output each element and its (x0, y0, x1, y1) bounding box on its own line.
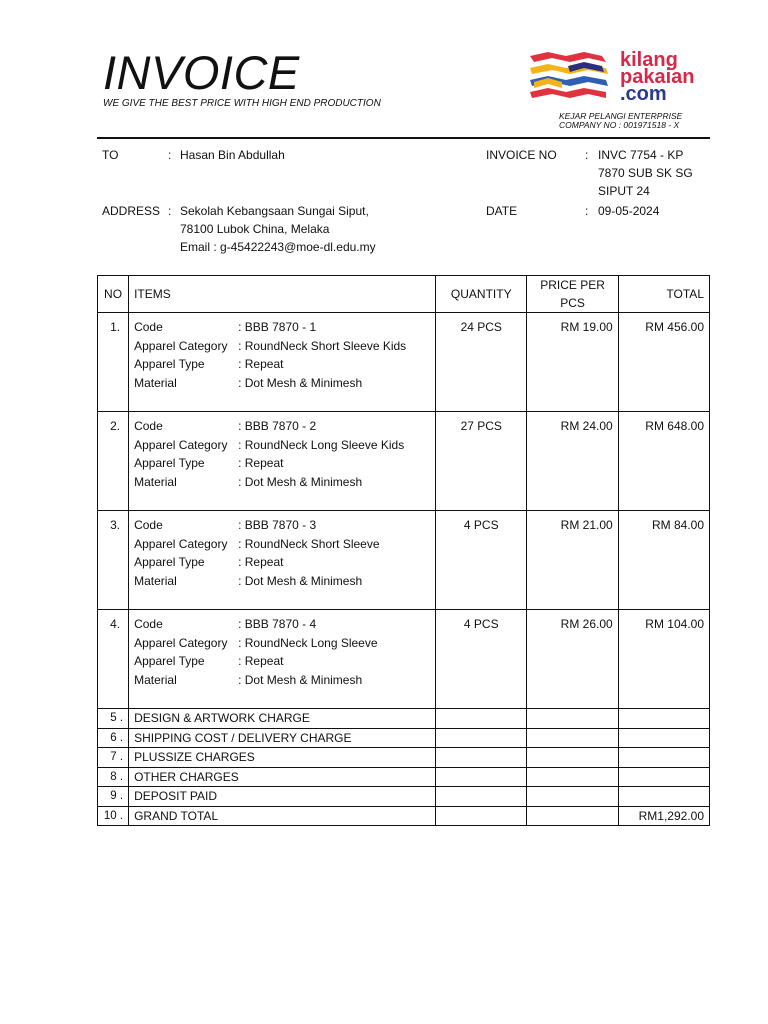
header-no: NO (98, 276, 129, 313)
charge-label: GRAND TOTAL (129, 806, 436, 826)
row-total: RM 84.00 (618, 511, 709, 610)
header-total: TOTAL (618, 276, 709, 313)
detail-material-value: : Dot Mesh & Minimesh (238, 474, 363, 489)
detail-material-value: : Dot Mesh & Minimesh (238, 375, 363, 390)
row-number: 7 . (98, 748, 129, 768)
charge-price (527, 748, 618, 768)
detail-code (134, 417, 430, 436)
detail-category (134, 436, 430, 455)
charge-total (618, 728, 709, 748)
detail-type-value: : Repeat (238, 654, 284, 669)
invoice-no-label: INVOICE NO (486, 148, 557, 162)
charge-quantity (436, 767, 527, 787)
detail-material-label: Material (134, 474, 177, 489)
detail-code-label: Code (134, 518, 163, 532)
invoice-number-line: SIPUT 24 (598, 184, 650, 198)
invoice-number-line: 7870 SUB SK SG (598, 166, 693, 180)
detail-category (134, 337, 430, 356)
company-name: KEJAR PELANGI ENTERPRISE (559, 111, 683, 121)
table-row (98, 511, 710, 610)
logo-word-pakaian: pakaian (620, 66, 695, 88)
detail-category-label: Apparel Category (134, 635, 228, 650)
charge-quantity (436, 748, 527, 768)
row-quantity: 24 PCS (436, 313, 527, 412)
detail-code (134, 516, 430, 535)
row-number: 10 . (98, 806, 129, 826)
row-number: 9 . (98, 787, 129, 807)
row-price: RM 21.00 (527, 511, 618, 610)
to-label: TO (102, 148, 119, 162)
row-number: 3. (98, 511, 129, 610)
charge-quantity (436, 728, 527, 748)
logo-word-com: .com (620, 83, 667, 105)
detail-type (134, 454, 430, 473)
header-divider (97, 137, 710, 139)
invoice-date: 09-05-2024 (598, 204, 660, 218)
detail-category-value: : RoundNeck Short Sleeve Kids (238, 338, 407, 353)
row-number: 8 . (98, 767, 129, 787)
charge-price (527, 728, 618, 748)
detail-type (134, 553, 430, 572)
detail-category-value: : RoundNeck Long Sleeve (238, 635, 378, 650)
detail-material-label: Material (134, 573, 177, 588)
row-price: RM 26.00 (527, 610, 618, 709)
charge-total: RM1,292.00 (618, 806, 709, 826)
detail-category (134, 634, 430, 653)
address-label: ADDRESS (102, 204, 161, 218)
table-row (98, 610, 710, 709)
row-quantity: 27 PCS (436, 412, 527, 511)
charge-row (98, 748, 710, 768)
detail-category-label: Apparel Category (134, 338, 228, 353)
detail-type-value: : Repeat (238, 555, 284, 570)
charge-total (618, 767, 709, 787)
detail-type-value: : Repeat (238, 357, 284, 372)
charge-total (618, 787, 709, 807)
detail-code-value: : BBB 7870 - 1 (238, 320, 317, 334)
header-price: PRICE PER PCS (527, 276, 618, 313)
item-details (129, 412, 436, 511)
charge-label: DESIGN & ARTWORK CHARGE (129, 709, 436, 729)
charge-label: OTHER CHARGES (129, 767, 436, 787)
charge-price (527, 709, 618, 729)
logo-word-kilang: kilang (620, 49, 678, 71)
charge-total (618, 709, 709, 729)
row-total: RM 104.00 (618, 610, 709, 709)
detail-type (134, 652, 430, 671)
detail-code (134, 318, 430, 337)
charge-quantity (436, 787, 527, 807)
company-logo (528, 49, 708, 108)
row-quantity: 4 PCS (436, 610, 527, 709)
charge-price (527, 787, 618, 807)
company-number: COMPANY NO : 001971518 - X (559, 120, 680, 130)
date-colon: : (585, 204, 589, 218)
detail-material (134, 572, 430, 591)
row-price: RM 19.00 (527, 313, 618, 412)
detail-code (134, 615, 430, 634)
charge-row (98, 709, 710, 729)
row-number: 1. (98, 313, 129, 412)
detail-code-value: : BBB 7870 - 3 (238, 518, 317, 532)
invoice-title: INVOICE (103, 46, 300, 99)
detail-code-value: : BBB 7870 - 4 (238, 617, 317, 631)
detail-type-label: Apparel Type (134, 654, 205, 669)
detail-material (134, 473, 430, 492)
header-items: ITEMS (129, 276, 436, 313)
table-row (98, 412, 710, 511)
header-quantity: QUANTITY (436, 276, 527, 313)
detail-code-label: Code (134, 419, 163, 433)
table-header-row (98, 276, 710, 313)
row-price: RM 24.00 (527, 412, 618, 511)
charge-quantity (436, 806, 527, 826)
charge-row (98, 728, 710, 748)
charge-row (98, 806, 710, 826)
detail-material-value: : Dot Mesh & Minimesh (238, 672, 363, 687)
detail-material-label: Material (134, 375, 177, 390)
detail-category-value: : RoundNeck Short Sleeve (238, 536, 380, 551)
address-line: 78100 Lubok China, Melaka (180, 222, 330, 236)
company-info (559, 112, 682, 130)
invoice-number (598, 146, 693, 200)
tagline: WE GIVE THE BEST PRICE WITH HIGH END PRODUCTION (103, 98, 381, 109)
detail-type-value: : Repeat (238, 456, 284, 471)
address-block (180, 202, 376, 256)
address-line: Sekolah Kebangsaan Sungai Siput, (180, 204, 369, 218)
charge-label: DEPOSIT PAID (129, 787, 436, 807)
charge-total (618, 748, 709, 768)
detail-material (134, 374, 430, 393)
detail-type-label: Apparel Type (134, 456, 205, 471)
charge-label: SHIPPING COST / DELIVERY CHARGE (129, 728, 436, 748)
invoice-number-line: INVC 7754 - KP (598, 148, 684, 162)
detail-category (134, 535, 430, 554)
detail-category-label: Apparel Category (134, 437, 228, 452)
table-row (98, 313, 710, 412)
items-table (97, 275, 710, 826)
row-number: 6 . (98, 728, 129, 748)
detail-material-label: Material (134, 672, 177, 687)
charge-row (98, 787, 710, 807)
item-details (129, 313, 436, 412)
date-label: DATE (486, 204, 518, 218)
row-total: RM 648.00 (618, 412, 709, 511)
row-number: 2. (98, 412, 129, 511)
row-total: RM 456.00 (618, 313, 709, 412)
charge-label: PLUSSIZE CHARGES (129, 748, 436, 768)
address-colon: : (168, 204, 172, 218)
customer-name: Hasan Bin Abdullah (180, 148, 285, 162)
invoice-no-colon: : (585, 148, 589, 162)
striped-flag-logo-icon (528, 52, 612, 108)
row-number: 4. (98, 610, 129, 709)
to-colon: : (168, 148, 172, 162)
item-details (129, 610, 436, 709)
charge-row (98, 767, 710, 787)
charge-price (527, 806, 618, 826)
detail-material-value: : Dot Mesh & Minimesh (238, 573, 363, 588)
charge-price (527, 767, 618, 787)
email-line: Email : g-45422243@moe-dl.edu.my (180, 240, 376, 254)
row-quantity: 4 PCS (436, 511, 527, 610)
detail-category-value: : RoundNeck Long Sleeve Kids (238, 437, 405, 452)
detail-code-label: Code (134, 617, 163, 631)
detail-type (134, 355, 430, 374)
detail-code-value: : BBB 7870 - 2 (238, 419, 317, 433)
detail-material (134, 671, 430, 690)
item-details (129, 511, 436, 610)
detail-type-label: Apparel Type (134, 555, 205, 570)
row-number: 5 . (98, 709, 129, 729)
detail-category-label: Apparel Category (134, 536, 228, 551)
detail-code-label: Code (134, 320, 163, 334)
detail-type-label: Apparel Type (134, 357, 205, 372)
charge-quantity (436, 709, 527, 729)
